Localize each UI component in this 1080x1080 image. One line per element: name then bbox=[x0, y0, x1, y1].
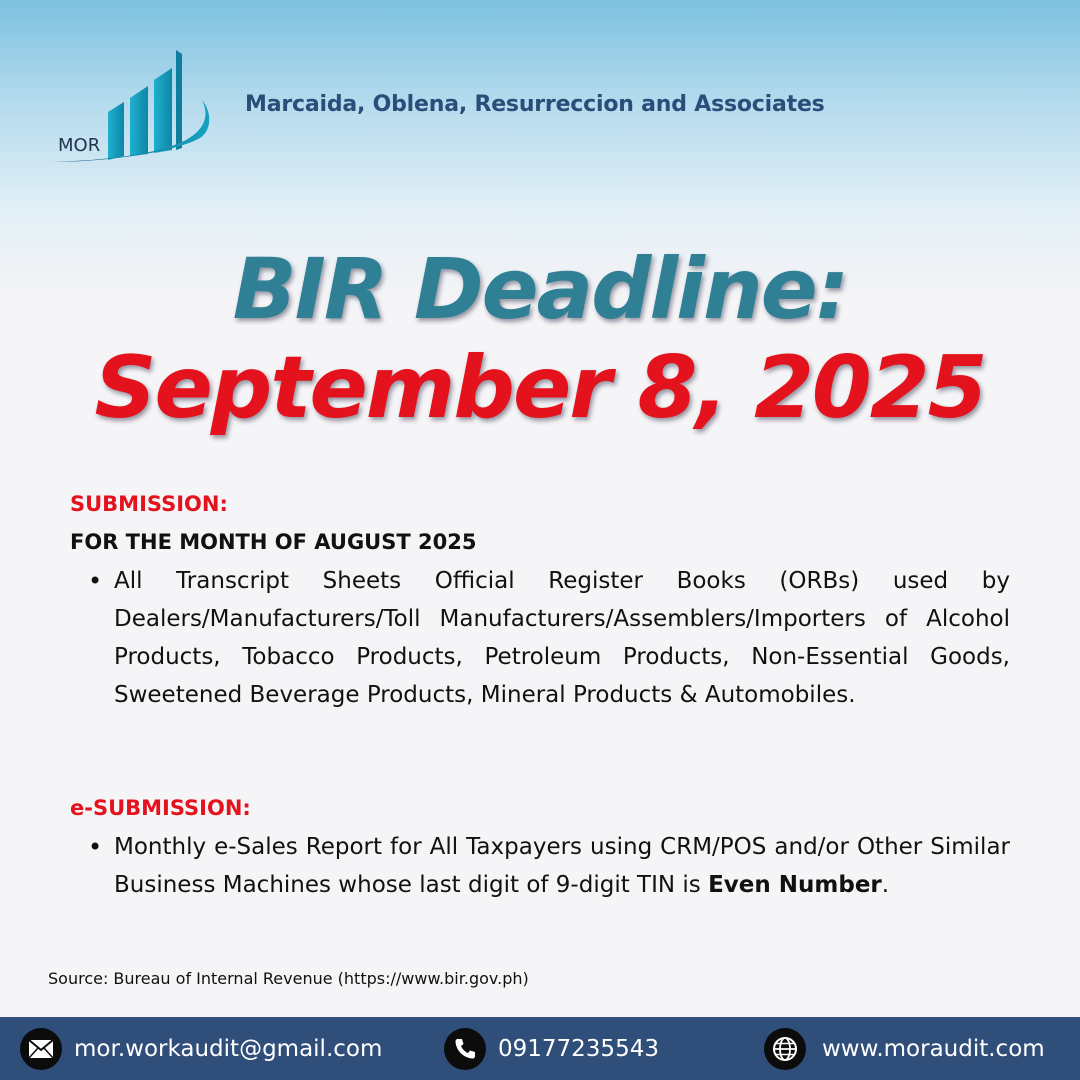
deadline-date: September 8, 2025 bbox=[94, 338, 986, 438]
mor-logo bbox=[50, 50, 215, 168]
submission-period: FOR THE MONTH OF AUGUST 2025 bbox=[70, 530, 477, 554]
esubmission-label: e-SUBMISSION: bbox=[70, 796, 251, 820]
email-contact[interactable] bbox=[20, 1027, 382, 1071]
phone-icon bbox=[444, 1028, 486, 1070]
esubmission-bullet-main: Monthly e-Sales Report for All Taxpayers using CRM/POS and/or Other Similar Business Machines whose last digit of 9-digit TIN is bbox=[114, 834, 1010, 898]
email-address[interactable]: mor.workaudit@gmail.com bbox=[74, 1036, 383, 1062]
source-note: Source: Bureau of Internal Revenue (https://www.bir.gov.ph) bbox=[48, 969, 529, 988]
submission-label: SUBMISSION: bbox=[70, 492, 228, 516]
globe-icon bbox=[764, 1028, 806, 1070]
website-contact[interactable] bbox=[764, 1027, 1045, 1071]
esubmission-bullet-end: . bbox=[881, 872, 890, 898]
svg-text:MOR: MOR bbox=[58, 135, 101, 156]
phone-contact[interactable] bbox=[444, 1027, 659, 1071]
submission-bullet-text: All Transcript Sheets Official Register Books (ORBs) used by Dealers/Manufacturers/Toll Manufacturers/Assemblers/Importers of Alcohol Products, Tobacco Products, Petroleum Products, Non-Essential Goods, Sweetened Beverage Products, Mineral Products & Automobiles. bbox=[114, 568, 1010, 708]
esubmission-bullet bbox=[88, 828, 1018, 904]
esubmission-bullet-text bbox=[114, 828, 1010, 904]
deadline-heading: BIR Deadline: bbox=[232, 240, 848, 338]
bullet-icon: • bbox=[88, 833, 103, 861]
esubmission-bullet-emphasis: Even Number bbox=[708, 872, 882, 898]
envelope-icon bbox=[20, 1028, 62, 1070]
submission-bullet bbox=[88, 562, 1018, 714]
firm-name: Marcaida, Oblena, Resurreccion and Associates bbox=[245, 92, 825, 117]
phone-number[interactable]: 09177235543 bbox=[498, 1036, 659, 1062]
bullet-icon: • bbox=[88, 567, 103, 595]
website-url[interactable]: www.moraudit.com bbox=[822, 1036, 1045, 1062]
contact-footer bbox=[0, 1017, 1080, 1080]
